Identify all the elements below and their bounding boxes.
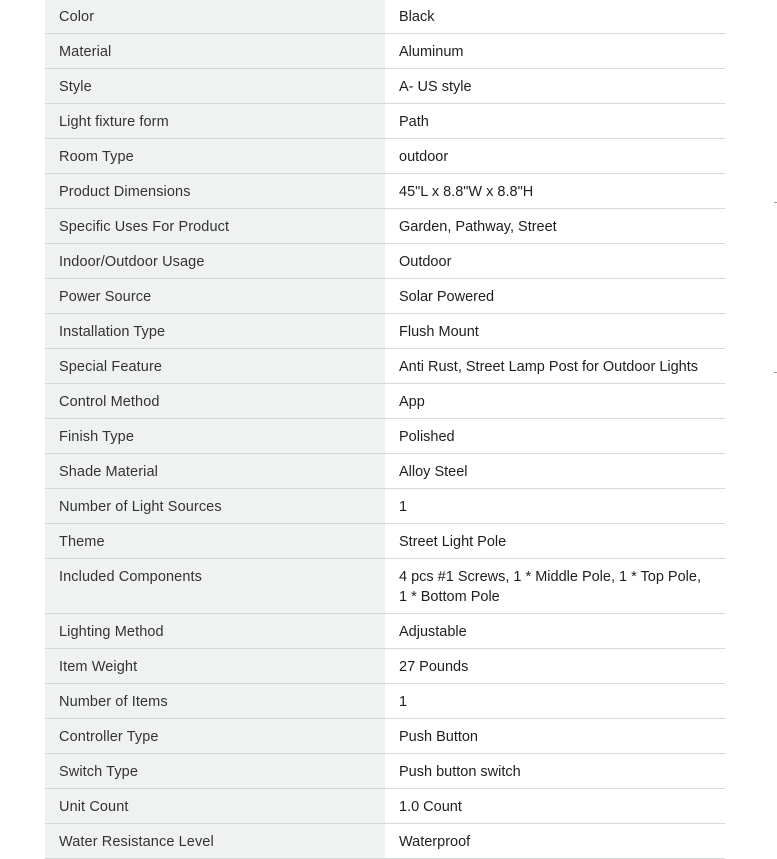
spec-value-power-source: Solar Powered	[385, 279, 725, 313]
spec-label-control-method: Control Method	[45, 384, 385, 418]
spec-label-theme: Theme	[45, 524, 385, 558]
table-row	[45, 279, 725, 314]
spec-value-item-weight: 27 Pounds	[385, 649, 725, 683]
table-row	[45, 314, 725, 349]
spec-label-finish-type: Finish Type	[45, 419, 385, 453]
spec-value-room-type: outdoor	[385, 139, 725, 173]
spec-label-product-dimensions: Product Dimensions	[45, 174, 385, 208]
spec-label-material: Material	[45, 34, 385, 68]
table-row	[45, 104, 725, 139]
spec-label-indoor-outdoor-usage: Indoor/Outdoor Usage	[45, 244, 385, 278]
table-row	[45, 0, 725, 34]
table-row	[45, 349, 725, 384]
spec-value-theme: Street Light Pole	[385, 524, 725, 558]
spec-label-style: Style	[45, 69, 385, 103]
spec-label-water-resistance-level: Water Resistance Level	[45, 824, 385, 858]
table-row	[45, 524, 725, 559]
spec-value-unit-count: 1.0 Count	[385, 789, 725, 823]
spec-value-color: Black	[385, 0, 725, 33]
table-row	[45, 419, 725, 454]
spec-label-power-source: Power Source	[45, 279, 385, 313]
table-row	[45, 209, 725, 244]
spec-value-shade-material: Alloy Steel	[385, 454, 725, 488]
spec-value-number-of-items: 1	[385, 684, 725, 718]
spec-label-included-components: Included Components	[45, 559, 385, 613]
spec-value-style: A- US style	[385, 69, 725, 103]
spec-label-installation-type: Installation Type	[45, 314, 385, 348]
table-row	[45, 244, 725, 279]
spec-label-color: Color	[45, 0, 385, 33]
spec-value-included-components: 4 pcs #1 Screws, 1 * Middle Pole, 1 * Top Pole, 1 * Bottom Pole	[385, 559, 725, 613]
spec-value-installation-type: Flush Mount	[385, 314, 725, 348]
spec-label-shade-material: Shade Material	[45, 454, 385, 488]
spec-value-lighting-method: Adjustable	[385, 614, 725, 648]
table-row	[45, 559, 725, 614]
product-details-table	[45, 0, 725, 859]
spec-value-finish-type: Polished	[385, 419, 725, 453]
spec-label-number-of-items: Number of Items	[45, 684, 385, 718]
table-row	[45, 719, 725, 754]
spec-value-indoor-outdoor-usage: Outdoor	[385, 244, 725, 278]
table-row	[45, 684, 725, 719]
table-row	[45, 139, 725, 174]
spec-value-switch-type: Push button switch	[385, 754, 725, 788]
spec-value-control-method: App	[385, 384, 725, 418]
table-row	[45, 384, 725, 419]
spec-label-room-type: Room Type	[45, 139, 385, 173]
spec-value-special-feature: Anti Rust, Street Lamp Post for Outdoor Lights	[385, 349, 725, 383]
spec-label-special-feature: Special Feature	[45, 349, 385, 383]
spec-value-specific-uses: Garden, Pathway, Street	[385, 209, 725, 243]
table-row	[45, 789, 725, 824]
spec-value-water-resistance-level: Waterproof	[385, 824, 725, 858]
spec-label-controller-type: Controller Type	[45, 719, 385, 753]
table-row	[45, 69, 725, 104]
table-row	[45, 34, 725, 69]
spec-label-switch-type: Switch Type	[45, 754, 385, 788]
spec-label-specific-uses: Specific Uses For Product	[45, 209, 385, 243]
spec-label-light-fixture-form: Light fixture form	[45, 104, 385, 138]
spec-value-material: Aluminum	[385, 34, 725, 68]
spec-label-item-weight: Item Weight	[45, 649, 385, 683]
table-row	[45, 754, 725, 789]
table-row	[45, 614, 725, 649]
table-row	[45, 649, 725, 684]
spec-value-light-fixture-form: Path	[385, 104, 725, 138]
table-row	[45, 489, 725, 524]
table-row	[45, 174, 725, 209]
spec-label-number-of-light-sources: Number of Light Sources	[45, 489, 385, 523]
table-row	[45, 824, 725, 859]
spec-value-number-of-light-sources: 1	[385, 489, 725, 523]
spec-value-product-dimensions: 45"L x 8.8"W x 8.8"H	[385, 174, 725, 208]
spec-label-lighting-method: Lighting Method	[45, 614, 385, 648]
spec-label-unit-count: Unit Count	[45, 789, 385, 823]
table-row	[45, 454, 725, 489]
spec-value-controller-type: Push Button	[385, 719, 725, 753]
